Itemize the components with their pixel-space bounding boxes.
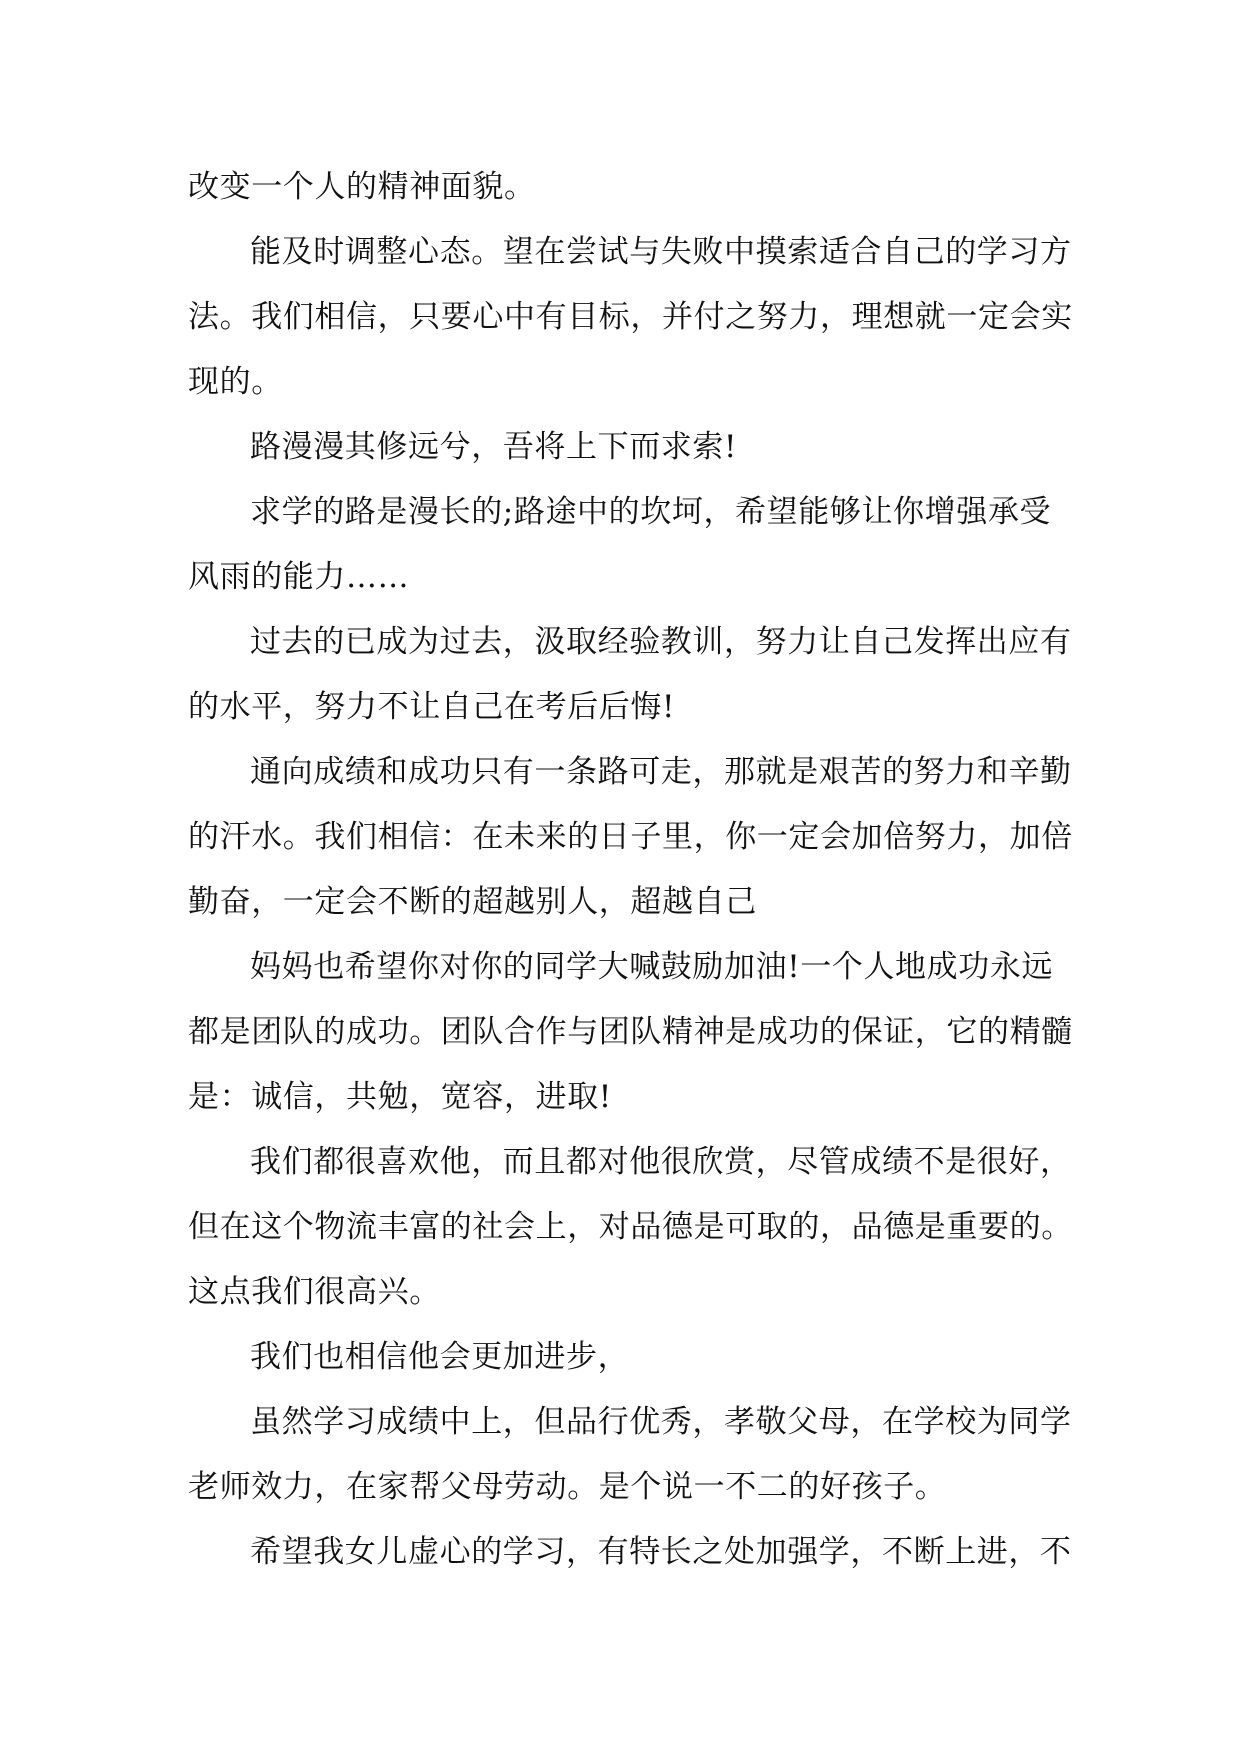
text-line: 妈妈也希望你对你的同学大喊鼓励加油!一个人地成功永远	[250, 949, 1054, 985]
text-line: 过去的已成为过去，汲取经验教训，努力让自己发挥出应有	[250, 624, 1072, 660]
text-line: 这点我们很高兴。	[188, 1274, 441, 1310]
text-line: 能及时调整心态。望在尝试与失败中摸索适合自己的学习方	[250, 234, 1072, 270]
text-line: 我们也相信他会更加进步，	[250, 1339, 630, 1375]
text-line: 但在这个物流丰富的社会上，对品德是可取的，品德是重要的。	[188, 1209, 1073, 1245]
text-line: 勤奋，一定会不断的超越别人，超越自己	[188, 884, 757, 920]
text-line: 希望我女儿虚心的学习，有特长之处加强学，不断上进，不	[250, 1534, 1072, 1570]
text-line: 求学的路是漫长的;路途中的坎坷，希望能够让你增强承受	[250, 494, 1052, 530]
text-line: 是：诚信，共勉，宽容，进取!	[188, 1079, 612, 1115]
document-body	[188, 155, 1073, 1585]
text-line: 现的。	[188, 364, 283, 400]
text-line: 虽然学习成绩中上，但品行优秀，孝敬父母，在学校为同学	[250, 1404, 1072, 1440]
text-line: 法。我们相信，只要心中有目标，并付之努力，理想就一定会实	[188, 299, 1073, 335]
text-line: 路漫漫其修远兮，吾将上下而求索!	[250, 429, 738, 465]
text-line: 改变一个人的精神面貌。	[188, 169, 536, 205]
text-line: 我们都很喜欢他，而且都对他很欣赏，尽管成绩不是很好，	[250, 1144, 1072, 1180]
text-line: 老师效力，在家帮父母劳动。是个说一不二的好孩子。	[188, 1469, 947, 1505]
text-line: 的汗水。我们相信：在未来的日子里，你一定会加倍努力，加倍	[188, 819, 1073, 855]
text-line: 风雨的能力……	[188, 559, 410, 595]
text-line: 的水平，努力不让自己在考后后悔!	[188, 689, 676, 725]
text-line: 通向成绩和成功只有一条路可走，那就是艰苦的努力和辛勤	[250, 754, 1072, 790]
text-line: 都是团队的成功。团队合作与团队精神是成功的保证，它的精髓	[188, 1014, 1073, 1050]
